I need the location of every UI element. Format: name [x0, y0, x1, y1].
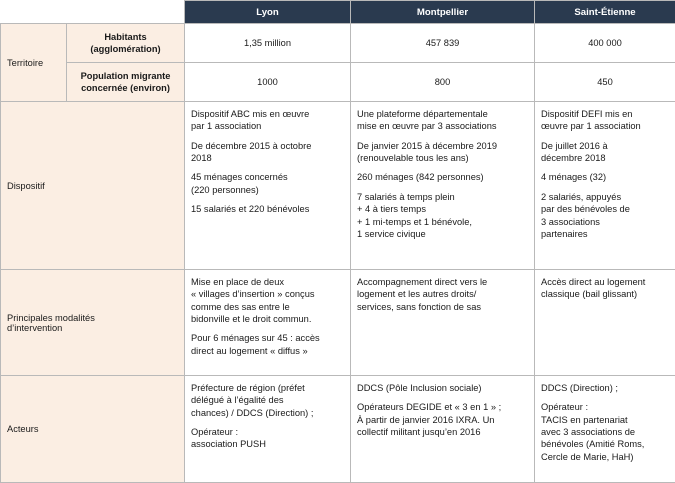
cell-habitants-lyon: 1,35 million	[185, 24, 351, 63]
cell-acteurs-lyon	[185, 376, 351, 483]
paragraph: De décembre 2015 à octobre 2018	[191, 140, 312, 164]
paragraph: Opérateur : TACIS en partenariat avec 3 associations de bénévoles (Amitié Roms, Cercle de Marie, HaH)	[541, 402, 645, 462]
paragraph: Opérateurs DEGIDE et « 3 en 1 » ; À partir de janvier 2016 IXRA. Un collectif militant jusqu’en 2016	[357, 402, 502, 438]
cell-habitants-montpellier: 457 839	[351, 24, 535, 63]
row-modalites	[1, 270, 675, 376]
header-row	[1, 1, 675, 24]
category-acteurs: Acteurs	[1, 376, 185, 483]
paragraph: 260 ménages (842 personnes)	[357, 172, 484, 183]
cell-acteurs-montpellier	[351, 376, 535, 483]
cell-population-montpellier: 800	[351, 63, 535, 102]
cell-modalites-saint-etienne	[535, 270, 675, 376]
header-lyon: Lyon	[185, 1, 351, 24]
row-population	[1, 63, 675, 102]
category-modalites: Principales modalités d’intervention	[1, 270, 185, 376]
paragraph: 45 ménages concernés (220 personnes)	[191, 172, 288, 195]
category-territoire: Territoire	[1, 24, 67, 102]
paragraph: Pour 6 ménages sur 45 : accès direct au logement « diffus »	[191, 333, 320, 356]
header-saint-etienne: Saint-Étienne	[535, 1, 675, 24]
row-dispositif	[1, 102, 675, 270]
paragraph: DDCS (Direction) ;	[541, 383, 618, 393]
cell-acteurs-saint-etienne	[535, 376, 675, 483]
paragraph: 15 salariés et 220 bénévoles	[191, 204, 310, 215]
paragraph: 7 salariés à temps plein + 4 à tiers temps + 1 mi-temps et 1 bénévole, 1 service civique	[357, 191, 472, 239]
cell-modalites-lyon	[185, 270, 351, 376]
paragraph: Dispositif DEFI mis en œuvre par 1 association	[541, 109, 641, 132]
paragraph: 2 salariés, appuyés par des bénévoles de 3 associations partenaires	[541, 191, 630, 239]
paragraph: DDCS (Pôle Inclusion sociale)	[357, 383, 482, 393]
paragraph: Une plateforme départementale mise en œuvre par 3 associations	[357, 109, 497, 132]
paragraph: Mise en place de deux « villages d’insertion » conçus comme des sas entre le bidonville et le droit commun.	[191, 277, 315, 325]
label-habitants: Habitants (agglomération)	[67, 24, 185, 63]
paragraph: De juillet 2016 à décembre 2018	[541, 140, 608, 164]
cell-population-lyon: 1000	[185, 63, 351, 102]
paragraph: Opérateur : association PUSH	[191, 427, 266, 450]
paragraph: Dispositif ABC mis en œuvre par 1 association	[191, 109, 310, 132]
cell-dispositif-lyon	[185, 102, 351, 270]
paragraph: Préfecture de région (préfet délégué à l’égalité des chances) / DDCS (Direction) ;	[191, 383, 314, 418]
label-population: Population migrante concernée (environ)	[67, 63, 185, 102]
row-acteurs	[1, 376, 675, 483]
paragraph: Accompagnement direct vers le logement et les autres droits/ services, sans fonction de sas	[357, 277, 488, 312]
cell-modalites-montpellier	[351, 270, 535, 376]
header-montpellier: Montpellier	[351, 1, 535, 24]
paragraph: Accès direct au logement classique (bail glissant)	[541, 277, 646, 300]
cell-dispositif-saint-etienne	[535, 102, 675, 270]
paragraph: 4 ménages (32)	[541, 172, 607, 183]
cell-population-saint-etienne: 450	[535, 63, 675, 102]
row-habitants	[1, 24, 675, 63]
paragraph: De janvier 2015 à décembre 2019 (renouvelable tous les ans)	[357, 140, 498, 164]
cell-dispositif-montpellier	[351, 102, 535, 270]
header-corner	[1, 1, 185, 24]
cell-habitants-saint-etienne: 400 000	[535, 24, 675, 63]
category-dispositif: Dispositif	[1, 102, 185, 270]
